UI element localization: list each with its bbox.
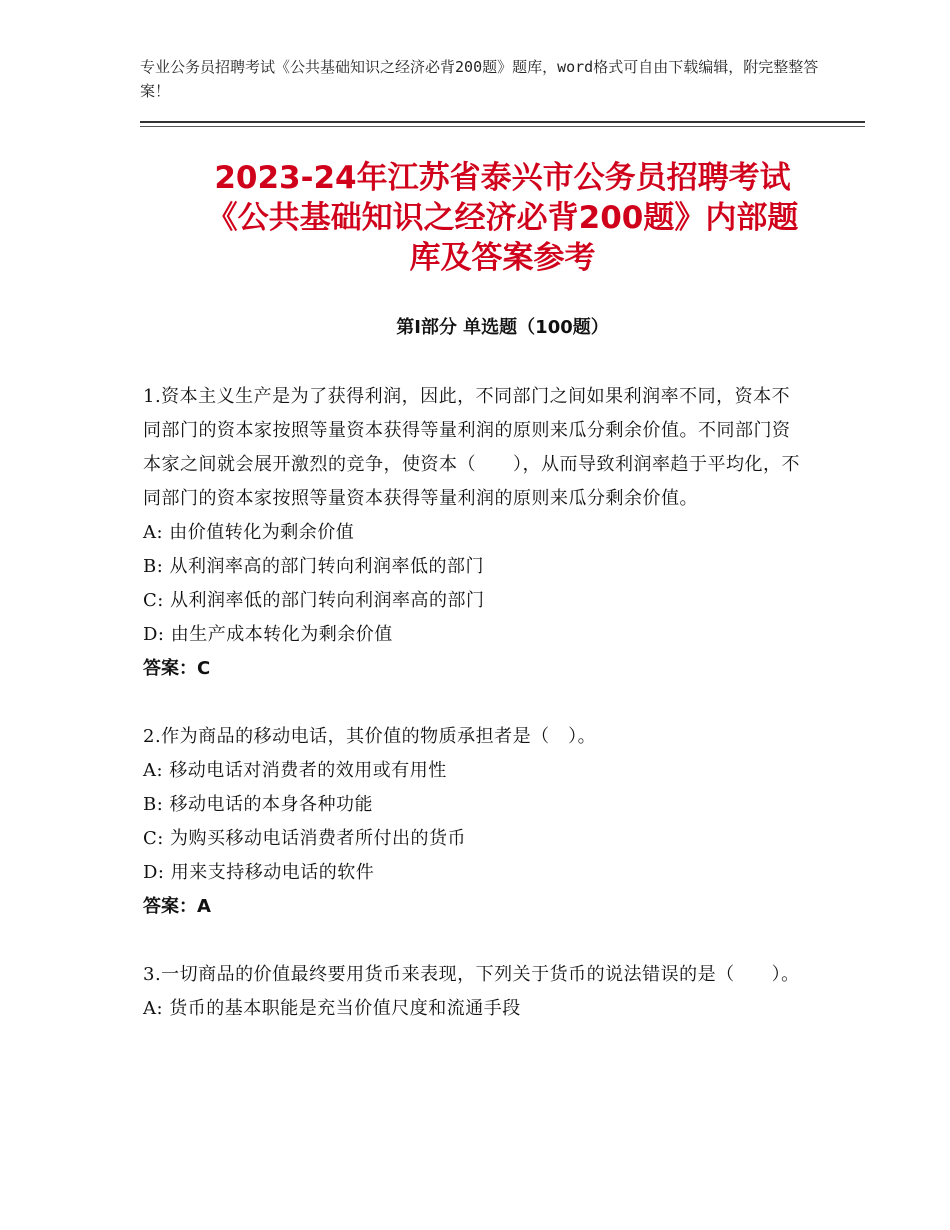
- answer: 答案：A: [143, 896, 211, 917]
- title-line-3: 库及答案参考: [409, 240, 596, 276]
- section-heading: 第Ⅰ部分 单选题（100题）: [396, 317, 609, 338]
- question-stem: 2.作为商品的移动电话，其价值的物质承担者是（ ）。: [143, 726, 597, 747]
- question-1: [143, 380, 803, 686]
- answer: 答案：C: [143, 658, 211, 679]
- option-d: D: 由生产成本转化为剩余价值: [143, 624, 393, 645]
- question-stem: 1.资本主义生产是为了获得利润，因此，不同部门之间如果利润率不同，资本不同部门的资本家按照等量资本获得等量利润的原则来瓜分剩余价值。不同部门资本家之间就会展开激烈的竞争，使资本（ ），从而导致利润率趋于平均化，不同部门的资本家按照等量资本获得等量利润的原则来瓜分剩余价值。: [143, 386, 800, 509]
- option-a: A: 由价值转化为剩余价值: [143, 522, 355, 543]
- option-a: A: 移动电话对消费者的效用或有用性: [143, 760, 447, 781]
- title-line-1: 2023-24年江苏省泰兴市公务员招聘考试: [214, 160, 791, 196]
- option-d: D: 用来支持移动电话的软件: [143, 862, 375, 883]
- question-stem: 3.一切商品的价值最终要用货币来表现，下列关于货币的说法错误的是（ ）。: [143, 964, 800, 985]
- title-line-2: 《公共基础知识之经济必背200题》内部题: [206, 200, 799, 236]
- question-2: [143, 720, 803, 924]
- header-divider-thin: [140, 126, 865, 127]
- option-a: A: 货币的基本职能是充当价值尺度和流通手段: [143, 998, 521, 1019]
- option-c: C: 为购买移动电话消费者所付出的货币: [143, 828, 467, 849]
- header-note: 专业公务员招聘考试《公共基础知识之经济必背200题》题库，word格式可自由下载编辑，附完整整答案！: [140, 58, 819, 100]
- header-divider-thick: [140, 121, 865, 123]
- option-c: C: 从利润率低的部门转向利润率高的部门: [143, 590, 485, 611]
- option-b: B: 移动电话的本身各种功能: [143, 794, 374, 815]
- question-list: [143, 380, 803, 1026]
- question-3: [143, 958, 803, 1026]
- option-b: B: 从利润率高的部门转向利润率低的部门: [143, 556, 485, 577]
- document-title: [140, 158, 865, 278]
